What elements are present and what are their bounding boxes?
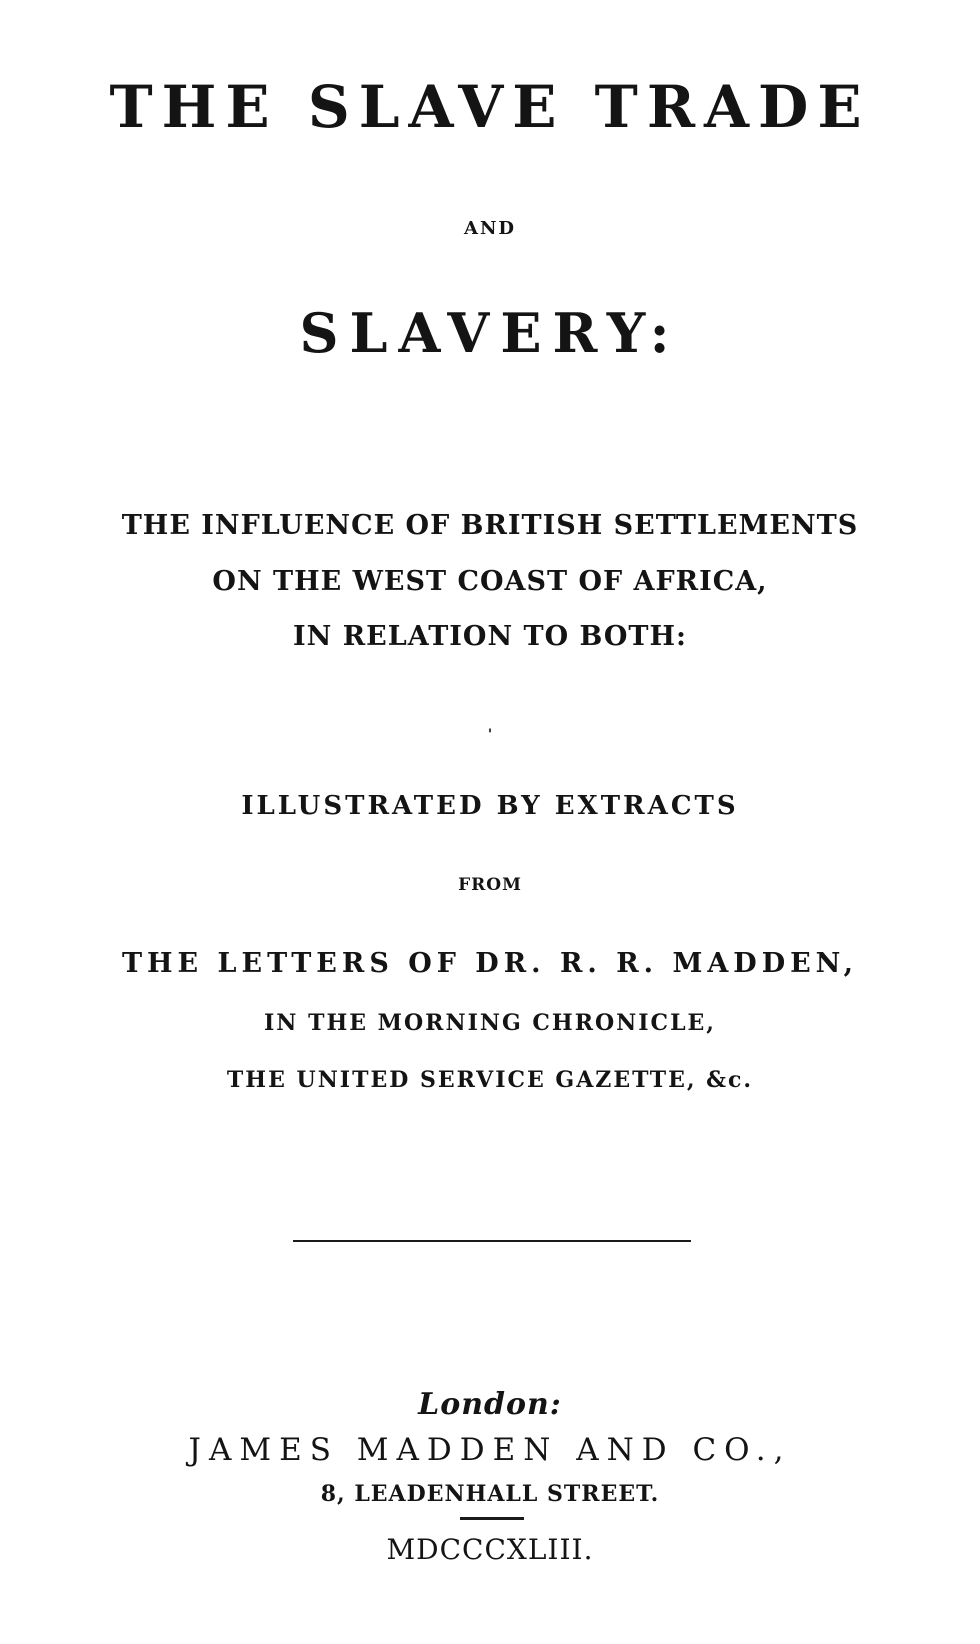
influence-line-1: THE INFLUENCE OF BRITISH SETTLEMENTS (121, 510, 859, 541)
connector-word: AND (463, 218, 517, 239)
newspaper-line-1: IN THE MORNING CHRONICLE, (264, 1010, 716, 1036)
imprint-city: London: (418, 1387, 562, 1422)
illustrated-line: ILLUSTRATED BY EXTRACTS (241, 791, 739, 821)
stray-mark: ' (487, 727, 493, 743)
short-rule (460, 1517, 524, 1520)
divider-rule (293, 1240, 691, 1242)
imprint-publisher: JAMES MADDEN AND CO., (188, 1432, 792, 1468)
main-title: THE SLAVE TRADE (109, 73, 871, 141)
influence-line-3: IN RELATION TO BOTH: (293, 621, 687, 652)
imprint-year: MDCCCXLIII. (386, 1533, 594, 1566)
subject-title: SLAVERY: (299, 301, 681, 365)
newspaper-line-2: THE UNITED SERVICE GAZETTE, &c. (226, 1067, 754, 1093)
from-word: FROM (458, 875, 522, 895)
imprint-address: 8, LEADENHALL STREET. (320, 1481, 660, 1507)
influence-line-2: ON THE WEST COAST OF AFRICA, (212, 566, 768, 597)
letters-line: THE LETTERS OF DR. R. R. MADDEN, (121, 948, 859, 979)
